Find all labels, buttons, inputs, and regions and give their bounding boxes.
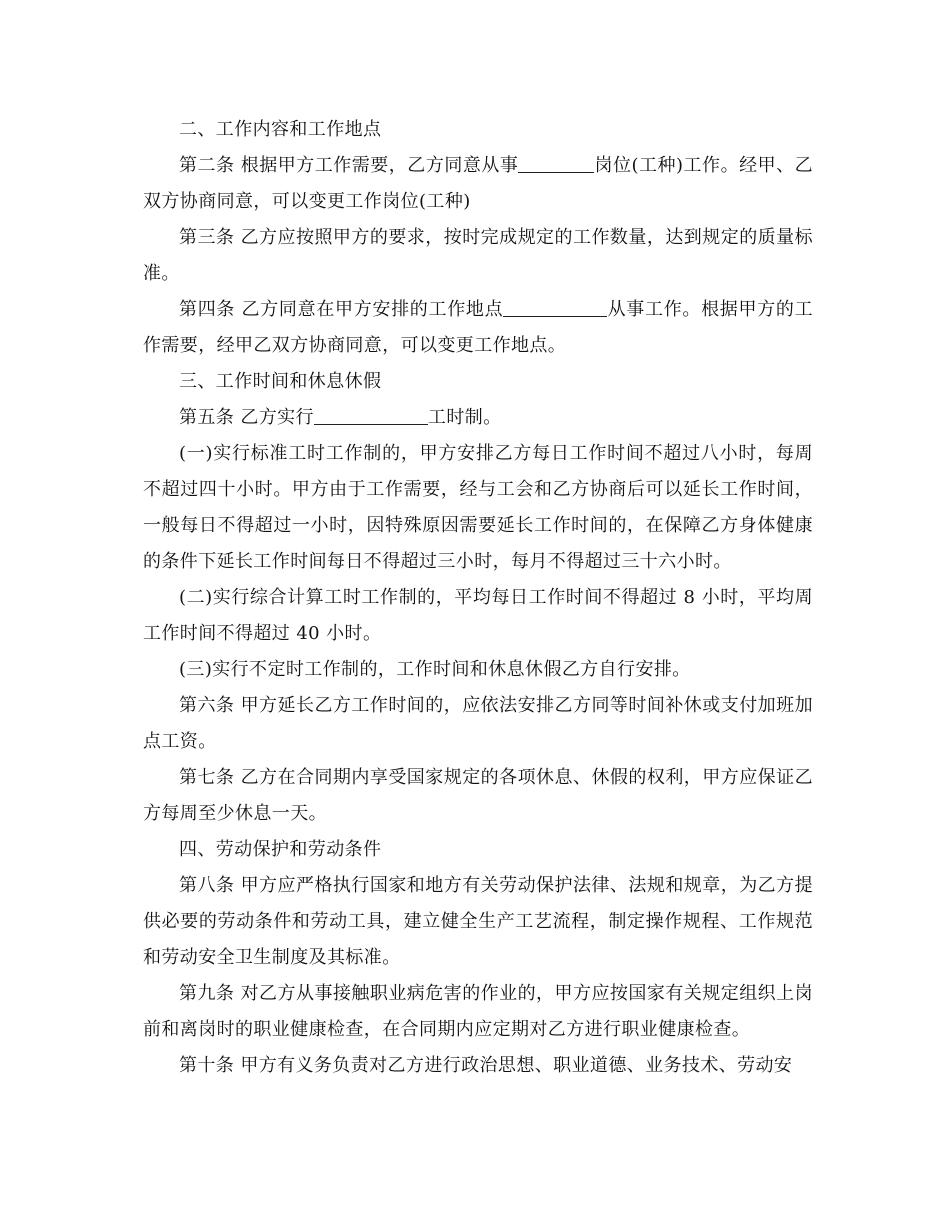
location-blank-field: [503, 294, 607, 317]
article-5: [143, 400, 813, 436]
article-8: 第八条 甲方应严格执行国家和地方有关劳动保护法律、法规和规章，为乙方提供必要的劳动条件和劳动工具，建立健全生产工艺流程，制定操作规程、工作规范和劳动安全卫生制度及其标准。: [143, 875, 813, 968]
article-4-text-end: 从事工作。根据甲方的工作需要，经甲乙双方协商同意，可以变更工作地点。: [143, 299, 814, 356]
article-2-text-end: 岗位(工种)工作。经甲、乙双方协商同意，可以变更工作岗位(工种): [143, 155, 813, 212]
article-5-text-start: 第五条 乙方实行: [179, 407, 314, 428]
hours-system-blank-field: [314, 402, 428, 425]
position-blank-field: [518, 150, 594, 173]
article-10: 第十条 甲方有义务负责对乙方进行政治思想、职业道德、业务技术、劳动安: [179, 1055, 793, 1076]
clause-standard-hours: (一)实行标准工时工作制的，甲方安排乙方每日工作时间不超过八小时，每周不超过四十小时。甲方由于工作需要，经与工会和乙方协商后可以延长工作时间，一般每日不得超过一小时，因特殊原因需要延长工作时间的，在保障乙方身体健康的条件下延长工作时间每日不得超过三小时，每月不得超过三十六小时。: [143, 443, 813, 572]
section-heading-labor-protection: 四、劳动保护和劳动条件: [179, 839, 382, 860]
article-2: [143, 148, 813, 220]
article-2-text-start: 第二条 根据甲方工作需要，乙方同意从事: [179, 155, 519, 176]
document-body: [143, 112, 813, 1084]
article-5-text-end: 工时制。: [427, 407, 502, 428]
article-7: 第七条 乙方在合同期内享受国家规定的各项休息、休假的权利，甲方应保证乙方每周至少休息一天。: [143, 767, 813, 824]
section-heading-work-content: 二、工作内容和工作地点: [179, 119, 382, 140]
section-heading-working-hours: 三、工作时间和休息休假: [179, 371, 382, 392]
article-4-text-start: 第四条 乙方同意在甲方安排的工作地点: [179, 299, 504, 320]
clause-comprehensive-hours: (二)实行综合计算工时工作制的，平均每日工作时间不得超过 8 小时，平均周工作时间不得超过 40 小时。: [143, 587, 813, 644]
article-9: 第九条 对乙方从事接触职业病危害的作业的，甲方应按国家有关规定组织上岗前和离岗时的职业健康检查，在合同期内应定期对乙方进行职业健康检查。: [143, 983, 813, 1040]
article-6: 第六条 甲方延长乙方工作时间的，应依法安排乙方同等时间补休或支付加班加点工资。: [143, 695, 813, 752]
clause-flexible-hours: (三)实行不定时工作制的，工作时间和休息休假乙方自行安排。: [179, 659, 691, 680]
article-3: 第三条 乙方应按照甲方的要求，按时完成规定的工作数量，达到规定的质量标准。: [143, 227, 813, 284]
article-4: [143, 292, 813, 364]
